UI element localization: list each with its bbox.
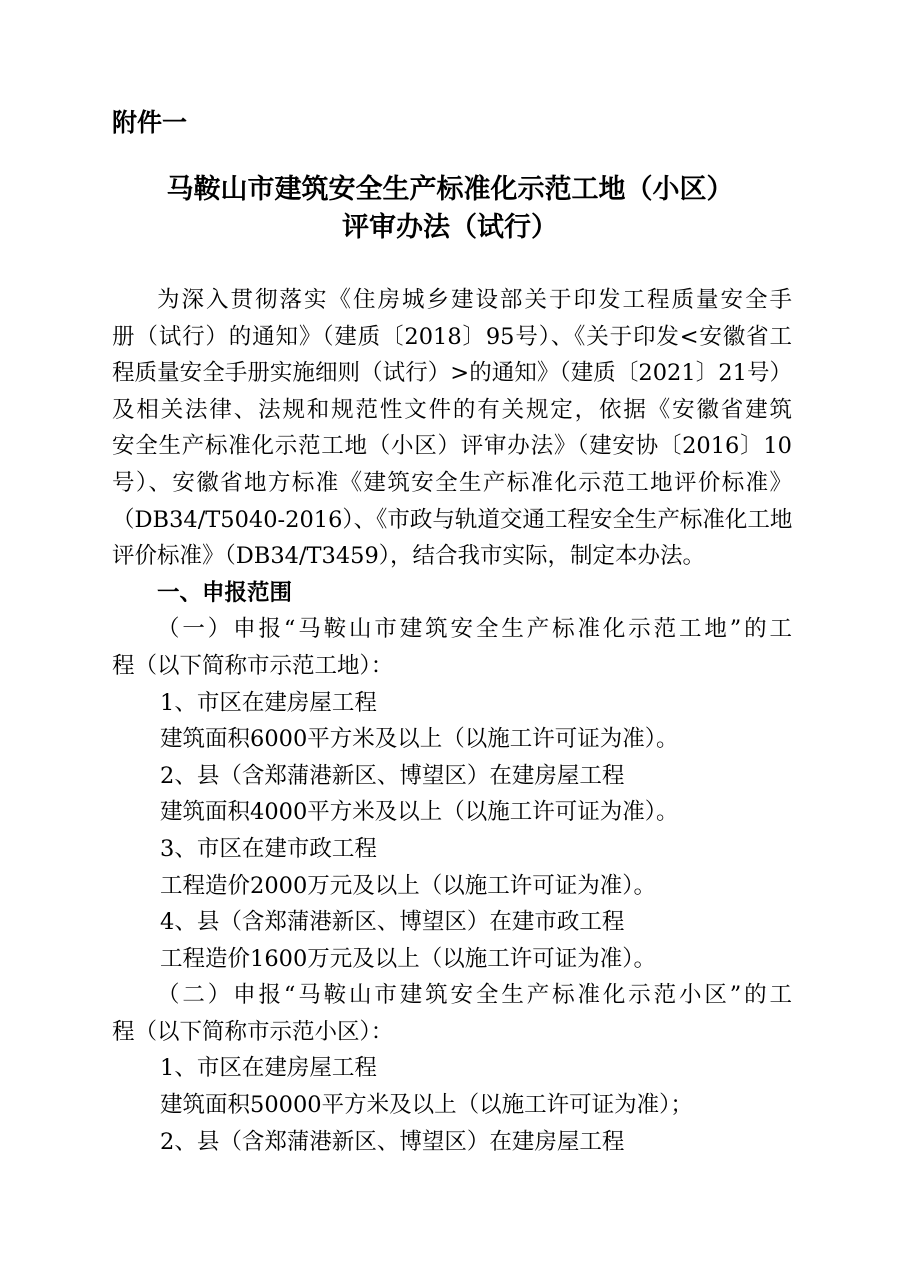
attachment-label: 附件一 [112,108,188,137]
body-line: 程（以下简称市示范工地）： [112,652,394,679]
body-line: 建筑面积6000平方米及以上（以施工许可证为准）。 [160,726,679,753]
section-heading: 一、申报范围 [157,579,293,606]
body-line: 1、市区在建房屋工程 [160,1055,377,1082]
body-line: 3、市区在建市政工程 [160,835,377,862]
body-line: （二）申报“马鞍山市建筑安全生产标准化示范小区”的工 [157,982,792,1009]
document-title-line-2: 评审办法（试行） [342,212,558,243]
body-line: 1、市区在建房屋工程 [160,689,377,716]
body-line: 程质量安全手册实施细则（试行）>的通知》（建质〔2021〕21号） [112,360,792,387]
body-line: 建筑面积4000平方米及以上（以施工许可证为准）。 [160,799,679,826]
body-line: 工程造价2000万元及以上（以施工许可证为准）。 [160,872,657,899]
body-line: 建筑面积50000平方米及以上（以施工许可证为准）； [160,1092,693,1119]
body-line: 及相关法律、法规和规范性文件的有关规定，依据《安徽省建筑 [112,396,792,423]
body-line: 评价标准》（DB34/T3459），结合我市实际，制定本办法。 [112,543,706,570]
document-body [112,282,792,1160]
body-line: 2、县（含郑蒲港新区、博望区）在建房屋工程 [160,1128,625,1155]
body-line: 2、县（含郑蒲港新区、博望区）在建房屋工程 [160,762,625,789]
document-title-line-1: 马鞍山市建筑安全生产标准化示范工地（小区） [166,174,734,205]
body-line: 册（试行）的通知》（建质〔2018〕95号）、《关于印发<安徽省工 [112,323,792,350]
body-line: 4、县（含郑蒲港新区、博望区）在建市政工程 [160,909,625,936]
body-line: 号）、安徽省地方标准《建筑安全生产标准化示范工地评价标准》 [112,469,792,496]
body-line: （DB34/T5040-2016）、《市政与轨道交通工程安全生产标准化工地 [112,506,793,533]
body-line: 为深入贯彻落实《住房城乡建设部关于印发工程质量安全手 [157,287,792,313]
body-line: 程（以下简称市示范小区）： [112,1018,394,1045]
body-line: 工程造价1600万元及以上（以施工许可证为准）。 [160,945,657,972]
body-line: 安全生产标准化示范工地（小区）评审办法》（建安协〔2016〕10 [112,433,792,460]
body-line: （一）申报“马鞍山市建筑安全生产标准化示范工地”的工 [157,616,792,643]
